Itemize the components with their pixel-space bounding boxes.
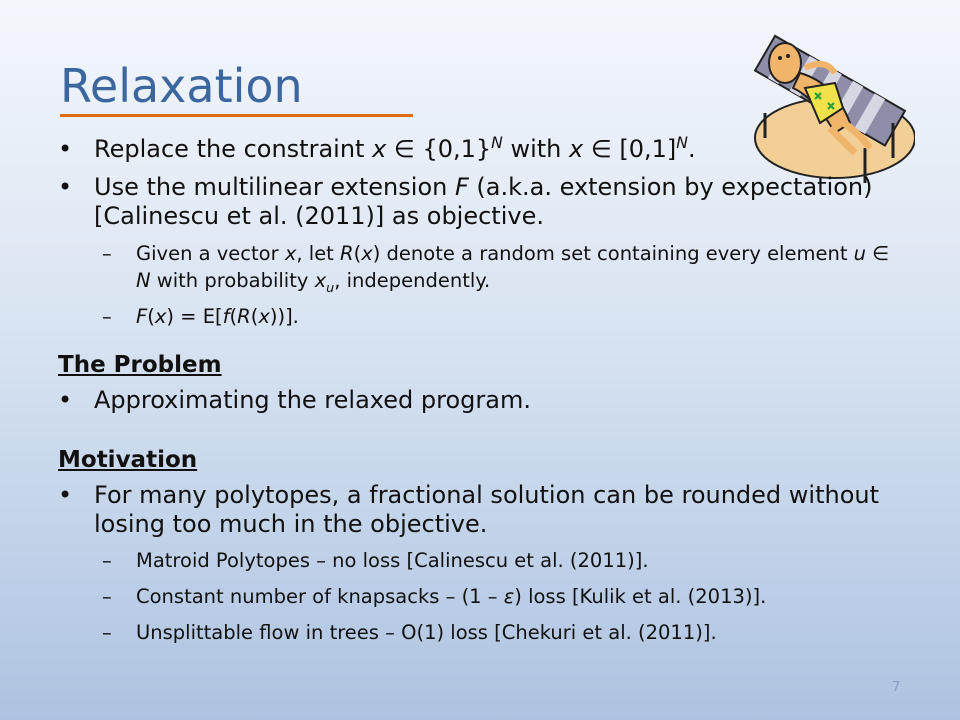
text: N	[136, 269, 151, 292]
text: (a.k.a. extension by expectation) [Calinescu et al. (2011)] as objective.	[94, 173, 873, 230]
text: with probability	[150, 269, 315, 292]
text: x	[569, 135, 584, 163]
text: N	[491, 134, 503, 152]
text: ∈ {0,1}	[386, 135, 492, 163]
subbullet-unsplittable-flow	[58, 620, 908, 646]
slide-content	[58, 135, 908, 656]
section-heading-problem: The Problem	[58, 352, 222, 378]
text: For many polytopes, a fractional solution can be rounded without losing too much in the objective.	[94, 481, 880, 538]
text: ε	[503, 585, 515, 608]
text: x	[154, 305, 167, 328]
text: ) denote a random set containing every element	[372, 242, 854, 265]
dash: –	[102, 621, 112, 644]
text: F	[136, 305, 148, 328]
text: Given a vector	[136, 242, 285, 265]
bullet-relaxation-constraint	[58, 135, 908, 164]
text: x	[284, 242, 297, 265]
text: x	[314, 269, 327, 292]
dash: –	[102, 585, 112, 608]
text: x	[361, 242, 373, 265]
text: ∈	[866, 242, 890, 265]
bullet-dot: •	[58, 135, 73, 163]
text: x	[258, 305, 270, 328]
subbullet-knapsacks	[58, 584, 908, 610]
text: , independently.	[334, 269, 491, 292]
text: R	[237, 305, 251, 328]
bullet-multilinear-extension	[58, 173, 908, 231]
text: u	[326, 279, 335, 295]
text: Unsplittable flow in trees – O(1) loss [Chekuri et al. (2011)].	[136, 621, 717, 644]
text: Use the multilinear extension	[94, 173, 455, 201]
subbullet-random-set	[58, 240, 908, 294]
subbullet-F-definition	[58, 304, 908, 330]
subbullet-matroid	[58, 548, 908, 574]
text: ) = E[	[166, 305, 223, 328]
bullet-dot: •	[58, 386, 73, 414]
text: Constant number of knapsacks – (1 –	[136, 585, 504, 608]
text: F	[454, 173, 469, 201]
text: Matroid Polytopes – no loss [Calinescu et al. (2011)].	[136, 549, 649, 572]
slide-title: Relaxation	[60, 58, 413, 117]
dash: –	[102, 242, 112, 265]
text: (	[147, 305, 155, 328]
text: Approximating the relaxed program.	[94, 386, 531, 414]
section-heading-motivation: Motivation	[58, 447, 198, 473]
text: f	[222, 305, 230, 328]
bullet-dot: •	[58, 173, 73, 201]
text: (	[229, 305, 238, 328]
text: Replace the constraint	[94, 135, 373, 163]
text: .	[687, 135, 696, 163]
text: x	[372, 135, 387, 163]
dash: –	[102, 549, 112, 572]
text: , let	[296, 242, 341, 265]
text: u	[853, 242, 867, 265]
text: ) loss [Kulik et al. (2013)].	[514, 585, 767, 608]
text: ∈ [0,1]	[583, 135, 677, 163]
dash: –	[102, 305, 112, 328]
text: (	[353, 242, 362, 265]
text: (	[250, 305, 259, 328]
bullet-problem	[58, 386, 908, 415]
page-number: 7	[892, 680, 901, 695]
text: with	[502, 135, 570, 163]
text: ))].	[269, 305, 299, 328]
bullet-dot: •	[58, 481, 73, 509]
text: N	[676, 134, 688, 152]
text: R	[340, 242, 354, 265]
bullet-motivation	[58, 481, 908, 539]
